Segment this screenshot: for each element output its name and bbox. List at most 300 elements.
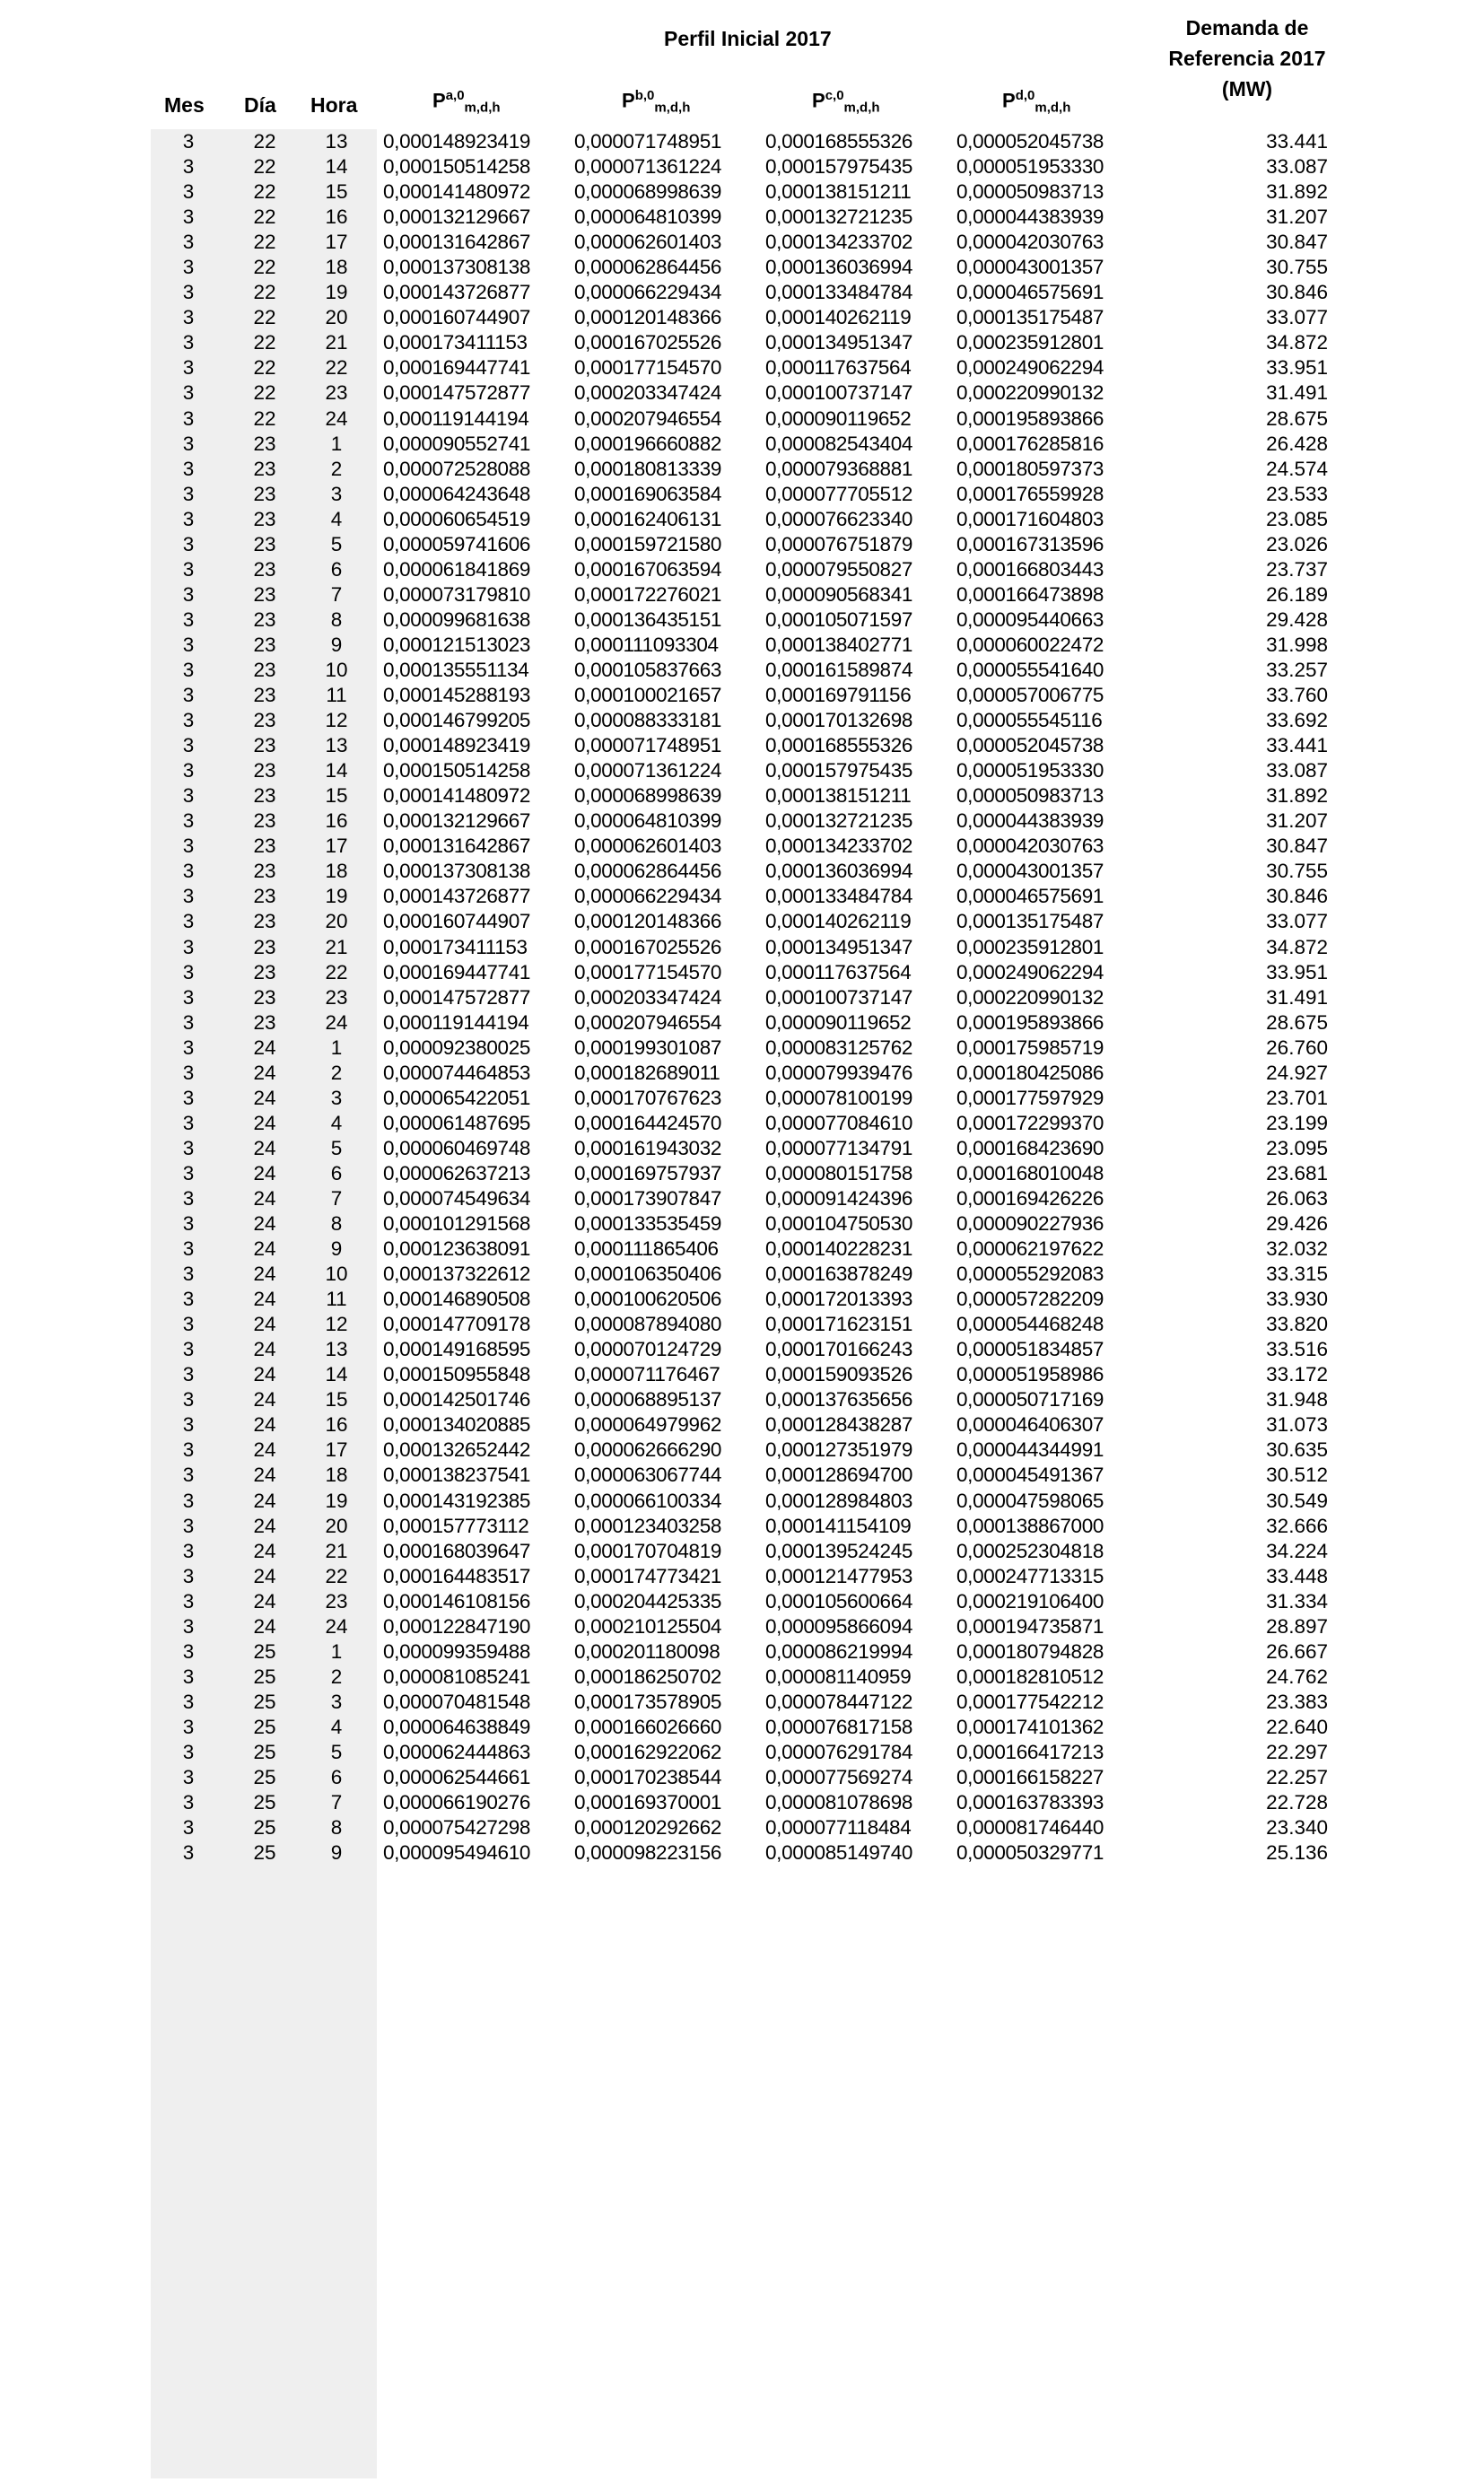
cell-hora: 1 (330, 1639, 343, 1663)
cell-dia: 23 (253, 633, 276, 656)
cell-mes: 3 (182, 331, 195, 354)
cell-pa: 0,000168039647 (383, 1539, 531, 1562)
cell-hora: 8 (330, 1816, 343, 1840)
cell-pc: 0,000170166243 (765, 1338, 913, 1361)
cell-hora: 15 (325, 180, 348, 204)
cell-hora: 2 (330, 1665, 343, 1688)
cell-pa: 0,000142501746 (383, 1388, 531, 1412)
cell-pc: 0,000121477953 (765, 1564, 913, 1587)
cell-pb: 0,000071748951 (574, 734, 722, 757)
cell-pa: 0,000072528088 (383, 457, 531, 480)
cell-mes: 3 (182, 985, 195, 1009)
cell-demanda: 33.516 (1266, 1338, 1328, 1361)
table-row (0, 1564, 1484, 1589)
cell-pc: 0,000140262119 (765, 910, 912, 933)
cell-demanda: 33.448 (1266, 1564, 1328, 1587)
cell-hora: 21 (325, 331, 348, 354)
cell-pd: 0,000054468248 (956, 1313, 1104, 1336)
cell-pc: 0,000083125762 (765, 1036, 913, 1059)
cell-pa: 0,000131642867 (383, 835, 531, 858)
cell-dia: 23 (253, 557, 276, 581)
cell-pc: 0,000105071597 (765, 607, 913, 631)
table-row (0, 683, 1484, 708)
cell-pb: 0,000167025526 (574, 935, 722, 958)
cell-hora: 4 (330, 1715, 343, 1738)
cell-pa: 0,000070481548 (383, 1690, 531, 1713)
table-row (0, 1262, 1484, 1287)
cell-dia: 22 (253, 331, 276, 354)
table-row (0, 280, 1484, 305)
column-header-dia: Día (244, 93, 276, 117)
table-row (0, 1186, 1484, 1211)
cell-pa: 0,000160744907 (383, 910, 531, 933)
cell-pa: 0,000132129667 (383, 205, 531, 229)
cell-pd: 0,000235912801 (956, 935, 1104, 958)
cell-demanda: 28.675 (1266, 1010, 1328, 1034)
cell-demanda: 31.207 (1266, 809, 1328, 833)
cell-hora: 19 (325, 1489, 348, 1512)
table-title: Perfil Inicial 2017 (664, 27, 832, 50)
cell-hora: 13 (325, 734, 348, 757)
table-row (0, 482, 1484, 507)
cell-dia: 23 (253, 809, 276, 833)
cell-demanda: 34.872 (1266, 331, 1328, 354)
cell-demanda: 31.073 (1266, 1413, 1328, 1437)
cell-pd: 0,000167313596 (956, 532, 1104, 555)
cell-pd: 0,000051953330 (956, 759, 1104, 782)
table-row (0, 129, 1484, 154)
table-row (0, 1010, 1484, 1036)
cell-pb: 0,000071176467 (574, 1363, 720, 1386)
cell-hora: 14 (325, 1363, 348, 1386)
cell-pc: 0,000079368881 (765, 457, 913, 480)
cell-hora: 8 (330, 1212, 343, 1236)
cell-dia: 24 (253, 1464, 276, 1487)
cell-pb: 0,000167063594 (574, 557, 722, 581)
cell-dia: 22 (253, 306, 276, 329)
table-row (0, 179, 1484, 205)
cell-dia: 22 (253, 256, 276, 279)
cell-dia: 23 (253, 432, 276, 455)
cell-hora: 18 (325, 1464, 348, 1487)
cell-demanda: 34.224 (1266, 1539, 1328, 1562)
cell-pa: 0,000157773112 (383, 1514, 529, 1537)
table-row (0, 1589, 1484, 1614)
cell-dia: 23 (253, 935, 276, 958)
cell-pc: 0,000077569274 (765, 1766, 913, 1789)
cell-pd: 0,000046575691 (956, 281, 1104, 304)
cell-demanda: 23.737 (1266, 557, 1328, 581)
cell-pd: 0,000050717169 (956, 1388, 1104, 1412)
table-row (0, 255, 1484, 280)
cell-mes: 3 (182, 1111, 195, 1134)
table-row (0, 783, 1484, 808)
cell-demanda: 26.189 (1266, 582, 1328, 606)
cell-pb: 0,000071361224 (574, 759, 722, 782)
cell-pb: 0,000172276021 (574, 582, 722, 606)
cell-hora: 19 (325, 281, 348, 304)
cell-pd: 0,000042030763 (956, 835, 1104, 858)
cell-pc: 0,000091424396 (765, 1186, 913, 1210)
cell-pa: 0,000081085241 (383, 1665, 531, 1688)
cell-mes: 3 (182, 1741, 195, 1763)
cell-hora: 1 (330, 432, 343, 455)
cell-hora: 2 (330, 457, 343, 480)
cell-dia: 25 (253, 1841, 276, 1865)
table-row (0, 808, 1484, 834)
cell-dia: 24 (253, 1564, 276, 1587)
cell-pa: 0,000160744907 (383, 306, 531, 329)
cell-mes: 3 (182, 658, 195, 681)
cell-hora: 5 (330, 532, 343, 555)
cell-pd: 0,000043001357 (956, 256, 1104, 279)
cell-mes: 3 (182, 180, 195, 204)
cell-hora: 14 (325, 759, 348, 782)
cell-pb: 0,000071361224 (574, 155, 722, 179)
cell-dia: 25 (253, 1665, 276, 1688)
cell-dia: 24 (253, 1514, 276, 1537)
cell-pc: 0,000171623151 (765, 1313, 913, 1336)
cell-pc: 0,000079550827 (765, 557, 913, 581)
cell-pc: 0,000157975435 (765, 759, 913, 782)
cell-hora: 23 (325, 381, 348, 405)
table-row (0, 909, 1484, 934)
cell-dia: 24 (253, 1161, 276, 1184)
cell-mes: 3 (182, 860, 195, 883)
cell-pd: 0,000249062294 (956, 356, 1104, 380)
cell-mes: 3 (182, 281, 195, 304)
cell-mes: 3 (182, 734, 195, 757)
cell-pd: 0,000060022472 (956, 633, 1104, 656)
cell-pb: 0,000098223156 (574, 1841, 722, 1865)
cell-demanda: 30.847 (1266, 231, 1328, 254)
cell-pb: 0,000062666290 (574, 1438, 722, 1462)
cell-pc: 0,000140228231 (765, 1237, 913, 1261)
table-row (0, 1665, 1484, 1690)
cell-demanda: 30.847 (1266, 835, 1328, 858)
cell-pd: 0,000182810512 (956, 1665, 1104, 1688)
cell-demanda: 22.257 (1266, 1766, 1328, 1789)
cell-pb: 0,000162922062 (574, 1741, 722, 1763)
cell-pc: 0,000127351979 (765, 1438, 913, 1462)
cell-dia: 23 (253, 532, 276, 555)
cell-mes: 3 (182, 1338, 195, 1361)
cell-pc: 0,000095866094 (765, 1614, 913, 1638)
table-row (0, 1312, 1484, 1337)
cell-pa: 0,000149168595 (383, 1338, 531, 1361)
column-header-pa: P$^{a,0}_{m,d,h}$ (432, 88, 501, 116)
cell-demanda: 28.897 (1266, 1614, 1328, 1638)
cell-dia: 23 (253, 507, 276, 530)
cell-dia: 25 (253, 1639, 276, 1663)
cell-dia: 24 (253, 1263, 276, 1286)
cell-demanda: 33.172 (1266, 1363, 1328, 1386)
cell-pb: 0,000170238544 (574, 1766, 722, 1789)
cell-pa: 0,000073179810 (383, 582, 531, 606)
cell-hora: 16 (325, 809, 348, 833)
cell-pb: 0,000199301087 (574, 1036, 722, 1059)
cell-dia: 24 (253, 1614, 276, 1638)
cell-pa: 0,000119144194 (383, 406, 529, 430)
cell-pa: 0,000065422051 (383, 1086, 531, 1109)
table-row (0, 607, 1484, 633)
cell-mes: 3 (182, 557, 195, 581)
cell-pa: 0,000062544661 (383, 1766, 531, 1789)
cell-pd: 0,000057006775 (956, 684, 1104, 707)
cell-pa: 0,000148923419 (383, 734, 531, 757)
cell-dia: 22 (253, 356, 276, 380)
cell-pa: 0,000146890508 (383, 1288, 531, 1311)
cell-pc: 0,000132721235 (765, 809, 913, 833)
cell-demanda: 26.760 (1266, 1036, 1328, 1059)
cell-dia: 23 (253, 784, 276, 808)
cell-pd: 0,000055292083 (956, 1263, 1104, 1286)
cell-pd: 0,000220990132 (956, 381, 1104, 405)
cell-dia: 23 (253, 910, 276, 933)
cell-hora: 9 (330, 1841, 343, 1865)
cell-pd: 0,000057282209 (956, 1288, 1104, 1311)
cell-hora: 10 (325, 1263, 348, 1286)
cell-pc: 0,000159093526 (765, 1363, 913, 1386)
column-header-pd: P$^{d,0}_{m,d,h}$ (1002, 88, 1071, 116)
cell-pa: 0,000122847190 (383, 1614, 531, 1638)
cell-pb: 0,000100021657 (574, 684, 722, 707)
cell-pc: 0,000128438287 (765, 1413, 913, 1437)
table-row (0, 1036, 1484, 1061)
cell-demanda: 33.087 (1266, 155, 1328, 179)
cell-mes: 3 (182, 1288, 195, 1311)
cell-pc: 0,000134233702 (765, 231, 913, 254)
cell-pb: 0,000062601403 (574, 231, 722, 254)
cell-pc: 0,000134233702 (765, 835, 913, 858)
cell-hora: 21 (325, 935, 348, 958)
cell-pb: 0,000100620506 (574, 1288, 722, 1311)
cell-hora: 3 (330, 482, 343, 505)
table-row (0, 1362, 1484, 1387)
cell-pc: 0,000076751879 (765, 532, 913, 555)
cell-pd: 0,000051958986 (956, 1363, 1104, 1386)
cell-pa: 0,000066190276 (383, 1791, 531, 1814)
cell-pb: 0,000111093304 (574, 633, 719, 656)
cell-mes: 3 (182, 809, 195, 833)
column-header-hora: Hora (310, 93, 358, 117)
cell-pd: 0,000174101362 (956, 1715, 1104, 1738)
table-row (0, 985, 1484, 1010)
cell-pd: 0,000194735871 (956, 1614, 1104, 1638)
cell-pd: 0,000180794828 (956, 1639, 1104, 1663)
cell-dia: 24 (253, 1186, 276, 1210)
cell-demanda: 33.930 (1266, 1288, 1328, 1311)
table-row (0, 758, 1484, 783)
cell-demanda: 31.491 (1266, 985, 1328, 1009)
cell-pc: 0,000128694700 (765, 1464, 913, 1487)
cell-demanda: 33.951 (1266, 960, 1328, 983)
table-row (0, 1061, 1484, 1086)
cell-demanda: 22.728 (1266, 1791, 1328, 1814)
cell-pc: 0,000134951347 (765, 935, 913, 958)
cell-demanda: 33.087 (1266, 759, 1328, 782)
cell-pb: 0,000166026660 (574, 1715, 722, 1738)
cell-pc: 0,000161589874 (765, 658, 913, 681)
cell-pc: 0,000077084610 (765, 1111, 913, 1134)
cell-mes: 3 (182, 1539, 195, 1562)
cell-pa: 0,000143726877 (383, 281, 531, 304)
table-row (0, 1111, 1484, 1136)
cell-pb: 0,000164424570 (574, 1111, 722, 1134)
cell-demanda: 33.315 (1266, 1263, 1328, 1286)
cell-pc: 0,000138402771 (765, 633, 913, 656)
cell-hora: 13 (325, 1338, 348, 1361)
cell-hora: 18 (325, 860, 348, 883)
table-row (0, 1489, 1484, 1514)
cell-hora: 1 (330, 1036, 343, 1059)
cell-mes: 3 (182, 935, 195, 958)
table-row (0, 1790, 1484, 1815)
cell-pb: 0,000120292662 (574, 1816, 722, 1840)
cell-mes: 3 (182, 607, 195, 631)
cell-pb: 0,000068895137 (574, 1388, 722, 1412)
cell-dia: 23 (253, 457, 276, 480)
cell-demanda: 23.095 (1266, 1136, 1328, 1159)
table-row (0, 1715, 1484, 1740)
cell-pa: 0,000143726877 (383, 885, 531, 908)
table-row (0, 1287, 1484, 1312)
cell-pd: 0,000168423690 (956, 1136, 1104, 1159)
cell-pc: 0,000081140959 (765, 1665, 912, 1688)
table-row (0, 1237, 1484, 1262)
cell-dia: 25 (253, 1715, 276, 1738)
cell-dia: 24 (253, 1438, 276, 1462)
cell-dia: 24 (253, 1589, 276, 1613)
cell-pa: 0,000141480972 (383, 180, 531, 204)
cell-pa: 0,000146799205 (383, 709, 531, 732)
table-row (0, 406, 1484, 432)
table-row (0, 1136, 1484, 1161)
cell-mes: 3 (182, 835, 195, 858)
cell-pd: 0,000249062294 (956, 960, 1104, 983)
cell-pb: 0,000111865406 (574, 1237, 719, 1261)
cell-pb: 0,000068998639 (574, 784, 722, 808)
cell-pc: 0,000079939476 (765, 1061, 913, 1084)
cell-hora: 16 (325, 205, 348, 229)
cell-hora: 7 (330, 1791, 343, 1814)
table-row (0, 1337, 1484, 1362)
cell-pb: 0,000070124729 (574, 1338, 722, 1361)
cell-dia: 25 (253, 1791, 276, 1814)
cell-demanda: 26.428 (1266, 432, 1328, 455)
cell-hora: 7 (330, 1186, 343, 1210)
cell-pd: 0,000051834857 (956, 1338, 1104, 1361)
cell-pa: 0,000060654519 (383, 507, 531, 530)
cell-pc: 0,000138151211 (765, 180, 912, 204)
cell-mes: 3 (182, 1237, 195, 1261)
table-row (0, 1514, 1484, 1539)
cell-pc: 0,000090568341 (765, 582, 913, 606)
cell-mes: 3 (182, 1010, 195, 1034)
cell-hora: 15 (325, 1388, 348, 1412)
cell-pc: 0,000138151211 (765, 784, 912, 808)
cell-hora: 6 (330, 557, 343, 581)
cell-pc: 0,000140262119 (765, 306, 912, 329)
cell-pa: 0,000121513023 (383, 633, 531, 656)
cell-pc: 0,000085149740 (765, 1841, 913, 1865)
cell-mes: 3 (182, 1313, 195, 1336)
table-row (0, 432, 1484, 457)
cell-dia: 24 (253, 1363, 276, 1386)
cell-dia: 22 (253, 205, 276, 229)
cell-pa: 0,000173411153 (383, 331, 528, 354)
cell-mes: 3 (182, 885, 195, 908)
cell-demanda: 31.998 (1266, 633, 1328, 656)
cell-pc: 0,000133484784 (765, 281, 913, 304)
cell-hora: 4 (330, 1111, 343, 1134)
cell-demanda: 33.077 (1266, 910, 1328, 933)
cell-pc: 0,000078447122 (765, 1690, 913, 1713)
cell-dia: 24 (253, 1237, 276, 1261)
cell-pb: 0,000064810399 (574, 205, 722, 229)
cell-pd: 0,000166417213 (956, 1741, 1104, 1763)
cell-pa: 0,000099359488 (383, 1639, 531, 1663)
cell-mes: 3 (182, 1514, 195, 1537)
cell-mes: 3 (182, 231, 195, 254)
cell-demanda: 30.846 (1266, 281, 1328, 304)
cell-pd: 0,000044383939 (956, 205, 1104, 229)
cell-pb: 0,000087894080 (574, 1313, 722, 1336)
cell-pb: 0,000201180098 (574, 1639, 720, 1663)
cell-pa: 0,000169447741 (383, 960, 531, 983)
cell-pb: 0,000174773421 (574, 1564, 722, 1587)
cell-hora: 2 (330, 1061, 343, 1084)
cell-pd: 0,000172299370 (956, 1111, 1104, 1134)
table-row (0, 733, 1484, 758)
cell-mes: 3 (182, 532, 195, 555)
cell-pa: 0,000123638091 (383, 1237, 531, 1261)
cell-hora: 4 (330, 507, 343, 530)
cell-dia: 22 (253, 180, 276, 204)
cell-pb: 0,000106350406 (574, 1263, 722, 1286)
cell-pd: 0,000062197622 (956, 1237, 1104, 1261)
cell-mes: 3 (182, 582, 195, 606)
cell-demanda: 24.574 (1266, 457, 1328, 480)
cell-dia: 25 (253, 1816, 276, 1840)
cell-mes: 3 (182, 784, 195, 808)
cell-dia: 23 (253, 684, 276, 707)
table-row (0, 1438, 1484, 1463)
cell-pc: 0,000100737147 (765, 985, 913, 1009)
cell-pd: 0,000166803443 (956, 557, 1104, 581)
cell-pb: 0,000177154570 (574, 356, 722, 380)
cell-mes: 3 (182, 1766, 195, 1789)
cell-dia: 24 (253, 1111, 276, 1134)
cell-mes: 3 (182, 306, 195, 329)
cell-hora: 8 (330, 607, 343, 631)
cell-pd: 0,000220990132 (956, 985, 1104, 1009)
cell-pc: 0,000105600664 (765, 1589, 913, 1613)
table-row (0, 1765, 1484, 1790)
cell-pc: 0,000082543404 (765, 432, 913, 455)
cell-demanda: 32.032 (1266, 1237, 1328, 1261)
cell-pd: 0,000050329771 (956, 1841, 1104, 1865)
cell-dia: 23 (253, 482, 276, 505)
cell-pc: 0,000169791156 (765, 684, 912, 707)
cell-pb: 0,000204425335 (574, 1589, 722, 1613)
cell-dia: 22 (253, 155, 276, 179)
cell-pd: 0,000055545116 (956, 709, 1103, 732)
table-row (0, 1463, 1484, 1488)
cell-dia: 24 (253, 1036, 276, 1059)
cell-hora: 12 (325, 1313, 348, 1336)
cell-pd: 0,000046406307 (956, 1413, 1104, 1437)
